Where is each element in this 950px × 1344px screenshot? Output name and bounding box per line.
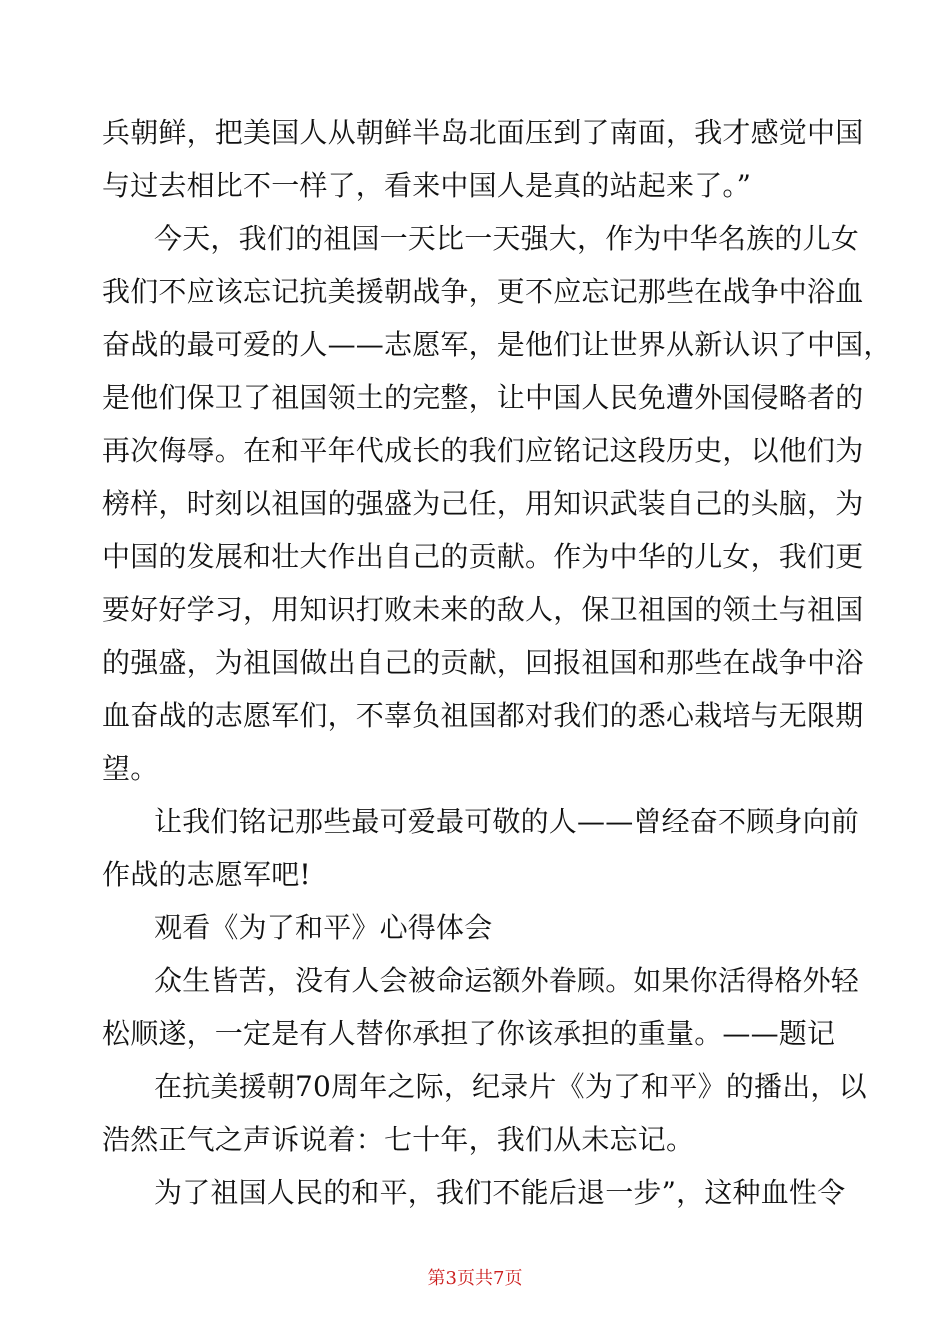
text-line-7: 再次侮辱。在和平年代成长的我们应铭记这段历史，以他们为 [102, 434, 864, 467]
text-line-17: 众生皆苦，没有人会被命运额外眷顾。如果你活得格外轻 [154, 964, 860, 997]
text-line-21: 为了祖国人民的和平，我们不能后退一步”，这种血性令 [154, 1176, 846, 1209]
text-line-10: 要好好学习，用知识打败未来的敌人，保卫祖国的领土与祖国 [102, 593, 864, 626]
text-line-20: 浩然正气之声诉说着：七十年，我们从未忘记。 [102, 1123, 695, 1156]
text-line-14: 让我们铭记那些最可爱最可敬的人——曾经奋不顾身向前 [154, 805, 860, 838]
text-line-13: 望。 [102, 752, 159, 785]
text-line-11: 的强盛，为祖国做出自己的贡献，回报祖国和那些在战争中浴 [102, 646, 864, 679]
document-body [102, 106, 892, 1219]
text-line-4: 我们不应该忘记抗美援朝战争，更不应忘记那些在战争中浴血 [102, 275, 864, 308]
text-line-12: 血奋战的志愿军们，不辜负祖国都对我们的悉心栽培与无限期 [102, 699, 864, 732]
page-number-footer: 第3页共7页 [427, 1268, 523, 1289]
text-line-19: 在抗美援朝70周年之际，纪录片《为了和平》的播出，以 [154, 1070, 867, 1103]
text-line-15: 作战的志愿军吧! [102, 858, 311, 891]
text-line-6: 是他们保卫了祖国领土的完整，让中国人民免遭外国侵略者的 [102, 381, 864, 414]
text-line-5: 奋战的最可爱的人——志愿军，是他们让世界从新认识了中国， [102, 328, 892, 361]
text-line-8: 榜样，时刻以祖国的强盛为己任，用知识武装自己的头脑，为 [102, 487, 864, 520]
text-line-9: 中国的发展和壮大作出自己的贡献。作为中华的儿女，我们更 [102, 540, 864, 573]
section-heading: 观看《为了和平》心得体会 [154, 911, 493, 944]
text-line-2: 与过去相比不一样了，看来中国人是真的站起来了。” [102, 169, 752, 202]
text-line-1: 兵朝鲜，把美国人从朝鲜半岛北面压到了南面，我才感觉中国 [102, 116, 864, 149]
text-line-3: 今天，我们的祖国一天比一天强大，作为中华名族的儿女 [154, 222, 860, 255]
text-line-18: 松顺遂，一定是有人替你承担了你该承担的重量。——题记 [102, 1017, 836, 1050]
